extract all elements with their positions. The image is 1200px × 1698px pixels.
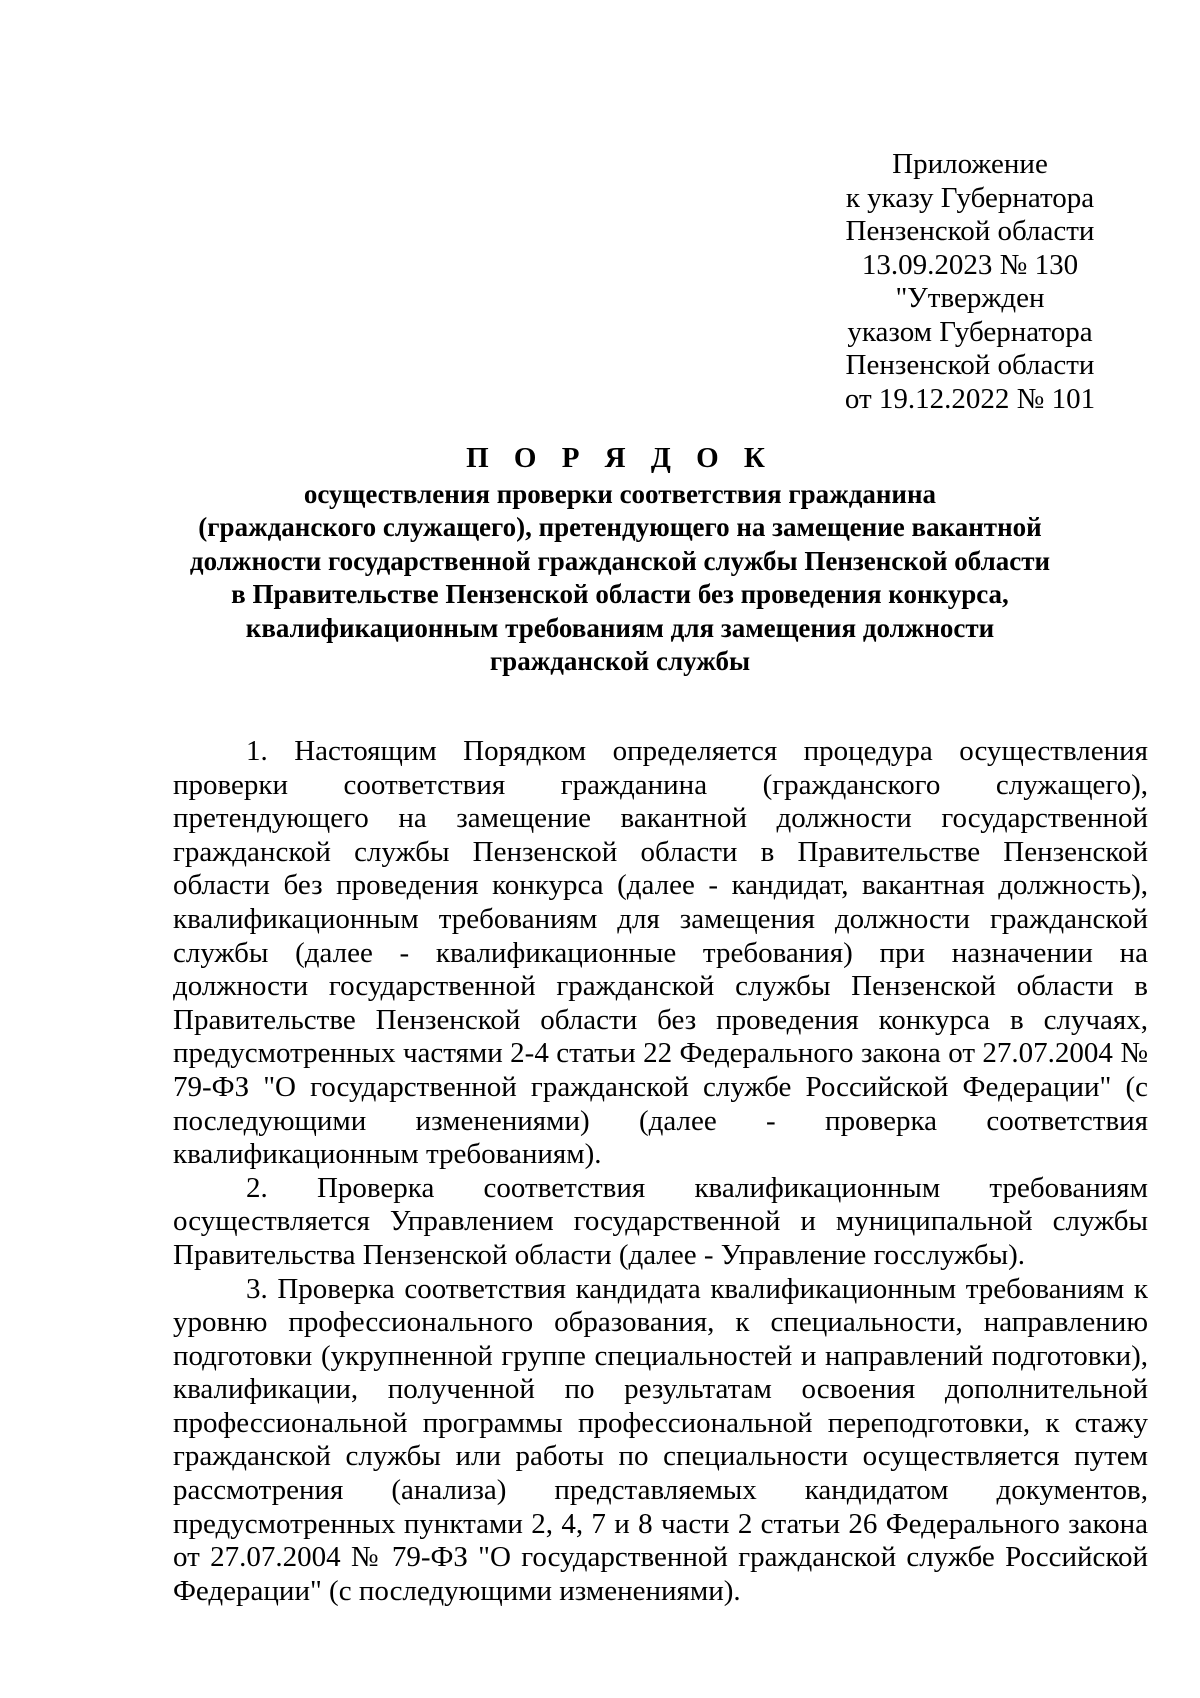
appendix-line: 13.09.2023 № 130 <box>861 248 1079 281</box>
appendix-line: к указу Губернатора <box>845 181 1095 214</box>
paragraph-3: 3. Проверка соответствия кандидата квалификационным требованиям к уровню профессионального образования, к специальности, направлению подготовки (укрупненной группе специальностей и направлений подготовки), квалификации, полученной по результатам освоения дополнительной профессиональной программы профессиональной переподготовки, к стажу гражданской службы или работы по специальности осуществляется путем рассмотрения (анализа) представляемых кандидатом документов, предусмотренных пунктами 2, 4, 7 и 8 части 2 статьи 26 Федерального закона от 27.07.2004 № 79-ФЗ "О государственной гражданской службе Российской Федерации" (с последующими изменениями). <box>173 1272 1148 1607</box>
subtitle-line: осуществления проверки соответствия гражданина <box>303 478 937 509</box>
appendix-line: от 19.12.2022 № 101 <box>844 382 1096 415</box>
title-subtitle <box>150 478 1090 679</box>
appendix-line: Пензенской области <box>845 215 1095 247</box>
appendix-line: указом Губернатора <box>847 315 1093 348</box>
paragraph-1: 1. Настоящим Порядком определяется процедура осуществления проверки соответствия гражданина (гражданского служащего), претендующего на замещение вакантной должности государственной гражданской службы Пензенской области в Правительстве Пензенской области без проведения конкурса (далее - кандидат, вакантная должность), квалификационным требованиям для замещения должности гражданской службы (далее - квалификационные требования) при назначении на должности государственной гражданской службы Пензенской области в Правительстве Пензенской области без проведения конкурса в случаях, предусмотренных частями 2-4 статьи 22 Федерального закона от 27.07.2004 № 79-ФЗ "О государственной гражданской службе Российской Федерации" (с последующими изменениями) (далее - проверка соответствия квалификационным требованиям). <box>173 735 1148 1171</box>
subtitle-line: (гражданского служащего), претендующего на замещение вакантной <box>198 512 1042 542</box>
appendix-line: "Утвержден <box>895 282 1045 314</box>
appendix-line: Пензенской области <box>845 349 1095 381</box>
document-title <box>150 442 1090 679</box>
subtitle-line: в Правительстве Пензенской области без проведения конкурса, <box>231 579 1009 609</box>
subtitle-line: гражданской службы <box>489 646 751 676</box>
title-heading: П О Р Я Д О К <box>466 442 774 474</box>
subtitle-line: должности государственной гражданской службы Пензенской области <box>189 545 1051 576</box>
subtitle-line: квалификационным требованиям для замещения должности <box>245 612 995 643</box>
appendix-header <box>840 148 1100 416</box>
document-body <box>173 735 1148 1608</box>
appendix-line: Приложение <box>892 148 1048 180</box>
paragraph-2: 2. Проверка соответствия квалификационным требованиям осуществляется Управлением государственной и муниципальной службы Правительства Пензенской области (далее - Управление госслужбы). <box>173 1171 1148 1271</box>
